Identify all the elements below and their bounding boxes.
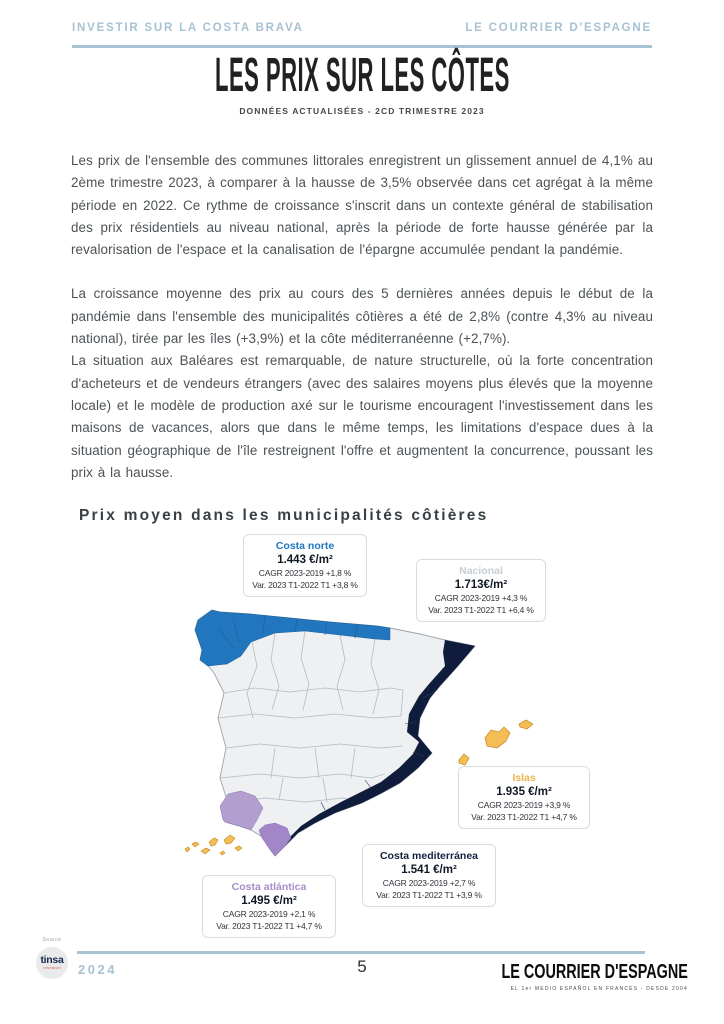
spain-map [175, 598, 535, 873]
menorca [519, 720, 533, 729]
footer-brand-title: LE COURRIER D'ESPAGNE [501, 961, 688, 983]
callout-nacional [416, 559, 546, 622]
header-right-title: LE COURRIER D'ESPAGNE [465, 22, 652, 34]
callout-costa-mediterranea-name: Costa mediterránea [379, 850, 479, 862]
footer-year: 2024 [78, 962, 117, 977]
callout-costa-norte-price: 1.443 €/m² [277, 554, 333, 567]
region-costa-atlantica-cadiz [259, 823, 291, 856]
callout-costa-mediterranea-variation: Var. 2023 T1-2022 T1 +3,9 % [376, 889, 482, 900]
section-heading: Prix moyen dans les municipalités côtières [79, 506, 489, 524]
tinsa-logo-text: tinsa [40, 953, 64, 966]
callout-nacional-cagr: CAGR 2023-2019 +4,3 % [434, 593, 528, 604]
page-title-wrap [0, 49, 724, 102]
callout-islas-variation: Var. 2023 T1-2022 T1 +4,7 % [471, 811, 577, 822]
ibiza [459, 754, 469, 765]
callout-islas-name: Islas [512, 772, 536, 784]
callout-costa-norte-cagr: CAGR 2023-2019 +1,8 % [258, 568, 352, 579]
callout-costa-mediterranea-cagr: CAGR 2023-2019 +2,7 % [382, 878, 476, 889]
page-title: LES PRIX SUR LES CÔTES [214, 49, 510, 102]
header-left-title: INVESTIR SUR LA COSTA BRAVA [72, 22, 304, 34]
callout-costa-mediterranea [362, 844, 496, 907]
page-number: 5 [357, 957, 367, 976]
callout-nacional-price: 1.713€/m² [454, 579, 508, 592]
body-text [71, 150, 653, 484]
callout-costa-mediterranea-price: 1.541 €/m² [401, 864, 457, 877]
callout-islas-price: 1.935 €/m² [496, 786, 552, 799]
header-rule [72, 45, 652, 48]
callout-costa-norte-name: Costa norte [275, 540, 335, 552]
callout-nacional-name: Nacional [459, 565, 503, 577]
footer-rule [77, 951, 645, 954]
callout-costa-atlantica-price: 1.495 €/m² [241, 895, 297, 908]
callout-costa-norte [243, 534, 367, 597]
callout-costa-atlantica-variation: Var. 2023 T1-2022 T1 +4,7 % [216, 920, 322, 931]
paragraph-2: La croissance moyenne des prix au cours des 5 dernières années depuis le début de la pandémie dans l'ensemble des municipalités côtières a été de 2,8% (contre 4,3% au niveau national), tirée par les îles (+3,9%) et la côte méditerranéenne (+2,7%). [71, 286, 653, 347]
source-label: Source [42, 937, 62, 943]
footer-brand-tagline: EL 1er MEDIO ESPAÑOL EN FRANCÉS - DESDE 2004 [510, 986, 688, 992]
callout-costa-atlantica-cagr: CAGR 2023-2019 +2,1 % [222, 909, 316, 920]
callout-costa-atlantica-name: Costa atlántica [231, 881, 307, 893]
paragraph-3: La situation aux Baléares est remarquable, de nature structurelle, où la forte concentration d'acheteurs et de vendeurs étrangers (avec des salaires moyens plus élevés que la moyenne locale) et le modèle de production axé sur le tourisme encouragent l'investissement dans les maisons de vacances, alors que dans le même temps, les limitations d'espace dues à la situation géographique de l'île restreignent l'offre et augmentent la concurrence, poussant les prix à la hausse. [71, 353, 653, 480]
page-subtitle: DONNÉES ACTUALISÉES - 2CD TRIMESTRE 2023 [239, 106, 485, 116]
callout-costa-norte-variation: Var. 2023 T1-2022 T1 +3,8 % [252, 579, 358, 590]
callout-costa-atlantica [202, 875, 336, 938]
callout-islas [458, 766, 590, 829]
callout-islas-cagr: CAGR 2023-2019 +3,9 % [477, 800, 571, 811]
canary-islands [185, 835, 242, 855]
tinsa-logo-subtext: research [43, 965, 61, 971]
paragraph-1: Les prix de l'ensemble des communes littorales enregistrent un glissement annuel de 4,1% au 2ème trimestre 2023, à comparer à la hausse de 3,5% observée dans cet agrégat à la même période en 2022. Ce rythme de croissance s'inscrit dans un contexte général de stabilisation des prix résidentiels au niveau national, après la période de forte hausse générée par la revalorisation de l'espace et la canalisation de l'épargne accumulée pendant la pandémie. [71, 153, 653, 258]
mallorca [485, 727, 510, 748]
callout-nacional-variation: Var. 2023 T1-2022 T1 +6,4 % [428, 604, 534, 615]
footer-brand [429, 962, 688, 992]
